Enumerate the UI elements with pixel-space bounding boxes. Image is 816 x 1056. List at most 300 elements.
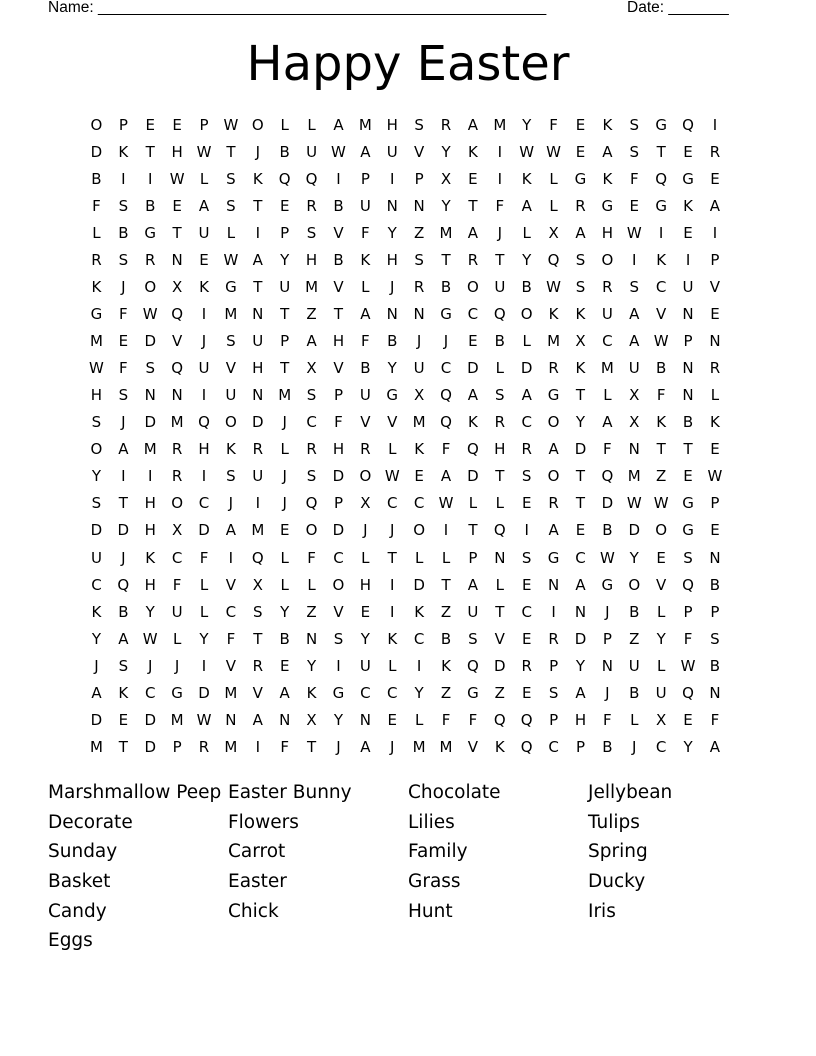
grid-letter: B xyxy=(440,629,452,648)
grid-letter: M xyxy=(305,278,319,297)
grid-letter: T xyxy=(118,494,128,513)
grid-letter: I xyxy=(416,656,422,675)
grid-letter: J xyxy=(390,278,395,297)
grid-letter: W xyxy=(707,467,723,486)
grid-letter: I xyxy=(336,170,341,189)
grid-letter: K xyxy=(306,683,317,702)
grid-letter: T xyxy=(253,629,263,648)
grid-letter: L xyxy=(468,494,478,513)
grid-letter: S xyxy=(226,332,236,351)
grid-letter: K xyxy=(521,170,532,189)
grid-letter: F xyxy=(656,386,666,405)
grid-letter: S xyxy=(253,602,263,621)
grid-letter: E xyxy=(521,683,532,702)
name-field-line: Name: ____________________________________________________ xyxy=(48,0,547,16)
grid-letter: X xyxy=(575,332,586,351)
grid-letter: M xyxy=(627,467,641,486)
grid-letter: K xyxy=(575,305,586,324)
grid-letter: L xyxy=(199,575,209,594)
grid-letter: D xyxy=(117,521,130,540)
grid-letter: U xyxy=(655,683,667,702)
grid-letter: Q xyxy=(171,359,184,378)
word-bank-item: Chick xyxy=(228,900,279,922)
grid-letter: L xyxy=(307,575,316,594)
grid-letter: B xyxy=(682,413,694,432)
grid-letter: E xyxy=(683,710,693,729)
grid-letter: R xyxy=(252,440,263,459)
grid-letter: Y xyxy=(414,683,424,702)
grid-letter: Q xyxy=(278,170,291,189)
grid-letter: S xyxy=(145,359,155,378)
grid-letter: S xyxy=(118,251,129,270)
page-title: Happy Easter xyxy=(246,36,570,92)
grid-letter: X xyxy=(171,521,183,540)
grid-letter: K xyxy=(683,197,693,216)
grid-letter: N xyxy=(601,656,613,675)
grid-letter: X xyxy=(548,224,559,243)
grid-letter: K xyxy=(145,548,156,567)
grid-letter: R xyxy=(306,440,317,459)
grid-letter: U xyxy=(601,305,613,324)
grid-letter: L xyxy=(414,710,424,729)
grid-letter: G xyxy=(225,278,237,297)
grid-letter: I xyxy=(712,224,718,243)
grid-letter: U xyxy=(628,359,640,378)
grid-letter: D xyxy=(90,521,103,540)
grid-letter: Y xyxy=(387,224,397,243)
grid-letter: E xyxy=(279,656,290,675)
word-bank-item: Grass xyxy=(408,871,461,893)
grid-letter: J xyxy=(148,656,153,675)
grid-letter: C xyxy=(602,332,613,351)
grid-letter: Z xyxy=(440,602,452,621)
grid-letter: D xyxy=(144,710,156,729)
grid-letter: B xyxy=(118,224,129,243)
grid-letter: M xyxy=(439,224,453,243)
grid-letter: W xyxy=(626,224,642,243)
grid-letter: B xyxy=(145,197,156,216)
grid-letter: E xyxy=(575,143,586,162)
grid-letter: F xyxy=(603,440,612,459)
word-bank-item: Carrot xyxy=(228,841,286,863)
grid-letter: L xyxy=(495,359,504,378)
grid-letter: Y xyxy=(656,629,666,648)
grid-letter: A xyxy=(709,737,721,756)
grid-letter: V xyxy=(656,575,667,594)
grid-letter: E xyxy=(683,467,693,486)
grid-letter: S xyxy=(226,197,236,216)
grid-letter: A xyxy=(198,197,210,216)
grid-letter: J xyxy=(282,467,287,486)
grid-letter: D xyxy=(574,440,587,459)
grid-letter: C xyxy=(225,602,237,621)
grid-letter: D xyxy=(520,359,533,378)
grid-letter: X xyxy=(629,386,640,405)
word-bank-item: Chocolate xyxy=(408,782,501,803)
grid-letter: C xyxy=(655,278,667,297)
grid-letter: M xyxy=(170,413,184,432)
grid-letter: M xyxy=(412,737,426,756)
grid-letter: F xyxy=(92,197,101,216)
grid-letter: N xyxy=(682,386,694,405)
grid-letter: E xyxy=(710,521,720,540)
grid-letter: N xyxy=(359,710,371,729)
word-bank-item: Lilies xyxy=(408,811,455,833)
grid-letter: S xyxy=(575,278,586,297)
grid-letter: F xyxy=(280,737,289,756)
grid-letter: J xyxy=(121,413,126,432)
grid-letter: Z xyxy=(413,224,425,243)
grid-letter: L xyxy=(549,197,558,216)
grid-letter: E xyxy=(521,575,532,594)
grid-letter: O xyxy=(332,575,345,594)
grid-letter: L xyxy=(656,602,666,621)
grid-letter: J xyxy=(282,413,287,432)
grid-letter: P xyxy=(710,494,720,513)
grid-letter: S xyxy=(306,386,317,405)
grid-letter: U xyxy=(359,386,371,405)
grid-letter: L xyxy=(710,386,720,405)
grid-letter: K xyxy=(548,305,559,324)
grid-letter: K xyxy=(414,602,425,621)
grid-letter: S xyxy=(414,251,424,270)
grid-letter: K xyxy=(387,629,398,648)
grid-letter: H xyxy=(144,521,156,540)
grid-letter: H xyxy=(574,710,587,729)
grid-letter: K xyxy=(225,440,236,459)
grid-letter: S xyxy=(118,197,129,216)
grid-letter: A xyxy=(575,575,586,594)
grid-letter: G xyxy=(682,170,694,189)
grid-letter: L xyxy=(226,224,236,243)
grid-letter: V xyxy=(387,413,398,432)
grid-letter: U xyxy=(171,602,183,621)
grid-letter: D xyxy=(467,467,479,486)
grid-letter: F xyxy=(629,170,639,189)
grid-letter: E xyxy=(521,494,532,513)
grid-letter: W xyxy=(653,332,669,351)
grid-letter: V xyxy=(333,359,344,378)
grid-letter: Y xyxy=(683,737,693,756)
grid-letter: V xyxy=(360,413,371,432)
grid-letter: R xyxy=(548,494,559,513)
grid-letter: H xyxy=(332,332,345,351)
grid-letter: N xyxy=(709,683,721,702)
grid-letter: U xyxy=(306,143,318,162)
grid-letter: I xyxy=(255,494,260,513)
grid-letter: A xyxy=(575,683,586,702)
grid-letter: G xyxy=(440,305,452,324)
grid-letter: R xyxy=(575,197,586,216)
grid-letter: A xyxy=(225,521,237,540)
grid-letter: H xyxy=(494,440,506,459)
grid-letter: W xyxy=(626,494,642,513)
grid-letter: S xyxy=(629,278,640,297)
grid-letter: I xyxy=(551,602,556,621)
grid-letter: S xyxy=(306,467,317,486)
grid-letter: Z xyxy=(306,305,317,324)
grid-letter: I xyxy=(390,602,395,621)
grid-letter: D xyxy=(574,629,587,648)
grid-letter: P xyxy=(333,386,343,405)
grid-letter: J xyxy=(605,602,610,621)
grid-letter: P xyxy=(118,116,128,134)
grid-letter: L xyxy=(495,494,504,513)
grid-letter: I xyxy=(390,575,395,594)
grid-letter: W xyxy=(196,710,212,729)
grid-letter: P xyxy=(710,602,720,621)
grid-letter: R xyxy=(145,251,156,270)
grid-letter: C xyxy=(440,359,452,378)
grid-letter: S xyxy=(118,656,129,675)
grid-letter: K xyxy=(118,143,129,162)
grid-letter: F xyxy=(441,440,451,459)
grid-letter: L xyxy=(441,548,451,567)
grid-letter: F xyxy=(119,359,128,378)
grid-letter: J xyxy=(121,278,126,297)
grid-letter: T xyxy=(333,305,344,324)
grid-letter: N xyxy=(709,332,721,351)
grid-letter: I xyxy=(390,170,395,189)
grid-letter: L xyxy=(307,116,316,134)
grid-letter: J xyxy=(121,548,126,567)
grid-letter: J xyxy=(363,521,368,540)
grid-letter: H xyxy=(252,359,264,378)
grid-letter: M xyxy=(358,116,372,134)
grid-letter: K xyxy=(118,683,129,702)
grid-letter: R xyxy=(709,143,721,162)
grid-letter: A xyxy=(467,116,479,134)
grid-letter: P xyxy=(549,656,559,675)
grid-letter: J xyxy=(390,737,395,756)
grid-letter: V xyxy=(656,305,667,324)
grid-letter: G xyxy=(467,683,479,702)
grid-letter: G xyxy=(171,683,183,702)
grid-letter: W xyxy=(223,251,239,270)
grid-letter: G xyxy=(682,494,694,513)
grid-letter: X xyxy=(360,494,371,513)
grid-letter: F xyxy=(361,332,370,351)
grid-letter: G xyxy=(332,683,345,702)
grid-letter: R xyxy=(171,467,183,486)
grid-letter: R xyxy=(548,629,559,648)
grid-letter: M xyxy=(547,332,561,351)
grid-letter: L xyxy=(280,440,289,459)
grid-letter: L xyxy=(495,575,504,594)
grid-letter: K xyxy=(441,656,451,675)
grid-letter: H xyxy=(386,116,398,134)
grid-letter: F xyxy=(441,710,451,729)
word-bank-item: Basket xyxy=(48,871,111,893)
grid-letter: L xyxy=(656,656,666,675)
grid-letter: R xyxy=(521,440,532,459)
grid-letter: I xyxy=(201,386,207,405)
grid-letter: J xyxy=(416,332,422,351)
grid-letter: P xyxy=(280,224,290,243)
grid-letter: S xyxy=(629,116,640,134)
grid-letter: W xyxy=(169,170,185,189)
grid-letter: A xyxy=(306,332,317,351)
grid-letter: O xyxy=(144,278,157,297)
grid-letter: E xyxy=(172,116,182,134)
grid-letter: W xyxy=(223,116,239,134)
grid-letter: K xyxy=(91,602,102,621)
grid-letter: T xyxy=(575,467,586,486)
grid-letter: A xyxy=(629,332,640,351)
word-bank xyxy=(48,778,768,956)
grid-letter: Z xyxy=(494,683,505,702)
grid-letter: T xyxy=(226,143,236,162)
grid-letter: T xyxy=(683,440,693,459)
grid-letter: O xyxy=(305,521,318,540)
grid-letter: U xyxy=(467,602,479,621)
word-search-grid xyxy=(83,112,728,761)
word-bank-item: Sunday xyxy=(48,841,118,863)
grid-letter: A xyxy=(440,467,452,486)
grid-letter: S xyxy=(306,224,317,243)
grid-letter: T xyxy=(172,224,182,243)
grid-letter: U xyxy=(225,386,237,405)
grid-letter: H xyxy=(601,224,613,243)
grid-letter: A xyxy=(333,116,344,134)
grid-letter: C xyxy=(198,494,210,513)
grid-letter: Z xyxy=(440,683,452,702)
grid-letter: E xyxy=(521,629,532,648)
grid-letter: S xyxy=(414,116,424,134)
grid-letter: W xyxy=(142,305,158,324)
grid-letter: C xyxy=(655,737,667,756)
grid-letter: E xyxy=(172,197,182,216)
grid-letter: S xyxy=(683,548,693,567)
grid-letter: F xyxy=(172,575,182,594)
grid-letter: V xyxy=(333,278,344,297)
grid-letter: Y xyxy=(199,629,209,648)
grid-letter: S xyxy=(495,386,505,405)
grid-letter: X xyxy=(252,575,263,594)
word-bank-item: Easter Bunny xyxy=(228,782,352,803)
grid-letter: B xyxy=(602,521,613,540)
grid-letter: P xyxy=(683,332,693,351)
grid-letter: V xyxy=(494,629,505,648)
grid-letter: Y xyxy=(575,413,586,432)
date-field-line: Date: _______ xyxy=(627,0,729,16)
grid-letter: U xyxy=(359,197,371,216)
grid-letter: O xyxy=(547,413,560,432)
grid-letter: V xyxy=(225,656,237,675)
grid-letter: C xyxy=(360,683,371,702)
grid-letter: A xyxy=(118,440,129,459)
grid-letter: F xyxy=(603,710,612,729)
grid-letter: R xyxy=(198,737,210,756)
grid-letter: E xyxy=(279,197,290,216)
grid-letter: S xyxy=(575,251,586,270)
grid-letter: W xyxy=(546,143,561,162)
grid-letter: F xyxy=(307,548,316,567)
grid-letter: Q xyxy=(117,575,130,594)
grid-letter: K xyxy=(467,143,478,162)
grid-letter: R xyxy=(602,278,613,297)
grid-letter: C xyxy=(333,548,344,567)
grid-letter: F xyxy=(549,116,558,134)
grid-letter: A xyxy=(279,683,290,702)
word-bank-item: Jellybean xyxy=(588,782,673,803)
grid-letter: L xyxy=(522,224,531,243)
grid-letter: Z xyxy=(306,602,317,621)
grid-letter: B xyxy=(494,332,505,351)
grid-letter: C xyxy=(467,305,479,324)
grid-letter: P xyxy=(602,629,612,648)
grid-letter: Q xyxy=(520,710,533,729)
grid-letter: R xyxy=(494,413,506,432)
grid-letter: R xyxy=(440,116,452,134)
grid-letter: I xyxy=(685,251,691,270)
grid-letter: T xyxy=(145,143,155,162)
grid-letter: I xyxy=(497,143,503,162)
grid-letter: K xyxy=(656,413,667,432)
grid-letter: Z xyxy=(656,467,667,486)
grid-letter: V xyxy=(171,332,183,351)
grid-letter: M xyxy=(224,305,238,324)
grid-letter: Q xyxy=(493,521,506,540)
grid-letter: Y xyxy=(280,251,290,270)
grid-letter: C xyxy=(548,737,559,756)
grid-letter: N xyxy=(547,575,560,594)
grid-letter: T xyxy=(118,737,128,756)
grid-letter: L xyxy=(603,386,612,405)
grid-letter: O xyxy=(90,440,103,459)
grid-letter: R xyxy=(467,251,479,270)
grid-letter: Q xyxy=(493,305,506,324)
grid-letter: Q xyxy=(305,170,318,189)
grid-letter: T xyxy=(441,251,451,270)
grid-letter: F xyxy=(334,413,343,432)
grid-letter: S xyxy=(521,467,532,486)
grid-letter: E xyxy=(360,602,371,621)
grid-letter: E xyxy=(710,305,720,324)
grid-letter: J xyxy=(282,494,287,513)
grid-letter: C xyxy=(171,548,183,567)
grid-letter: K xyxy=(602,170,613,189)
grid-letter: N xyxy=(413,305,425,324)
grid-letter: D xyxy=(467,359,479,378)
grid-letter: V xyxy=(225,359,237,378)
grid-letter: M xyxy=(439,737,453,756)
grid-letter: B xyxy=(629,683,640,702)
grid-letter: N xyxy=(225,710,237,729)
grid-letter: A xyxy=(360,143,371,162)
grid-letter: Y xyxy=(333,710,344,729)
grid-letter: V xyxy=(414,143,425,162)
grid-letter: E xyxy=(710,440,720,459)
grid-letter: Z xyxy=(629,629,640,648)
grid-letter: K xyxy=(494,737,505,756)
grid-letter: M xyxy=(600,359,614,378)
grid-letter: N xyxy=(682,305,694,324)
grid-letter: H xyxy=(90,386,103,405)
grid-letter: R xyxy=(91,251,102,270)
grid-letter: U xyxy=(359,656,371,675)
grid-letter: V xyxy=(225,575,237,594)
grid-letter: Y xyxy=(145,602,155,621)
grid-letter: V xyxy=(709,278,721,297)
grid-letter: O xyxy=(413,521,426,540)
grid-letter: S xyxy=(710,629,720,648)
grid-letter: L xyxy=(361,548,370,567)
grid-letter: M xyxy=(89,737,103,756)
grid-letter: C xyxy=(306,413,317,432)
grid-letter: D xyxy=(332,521,345,540)
grid-letter: G xyxy=(655,116,667,134)
